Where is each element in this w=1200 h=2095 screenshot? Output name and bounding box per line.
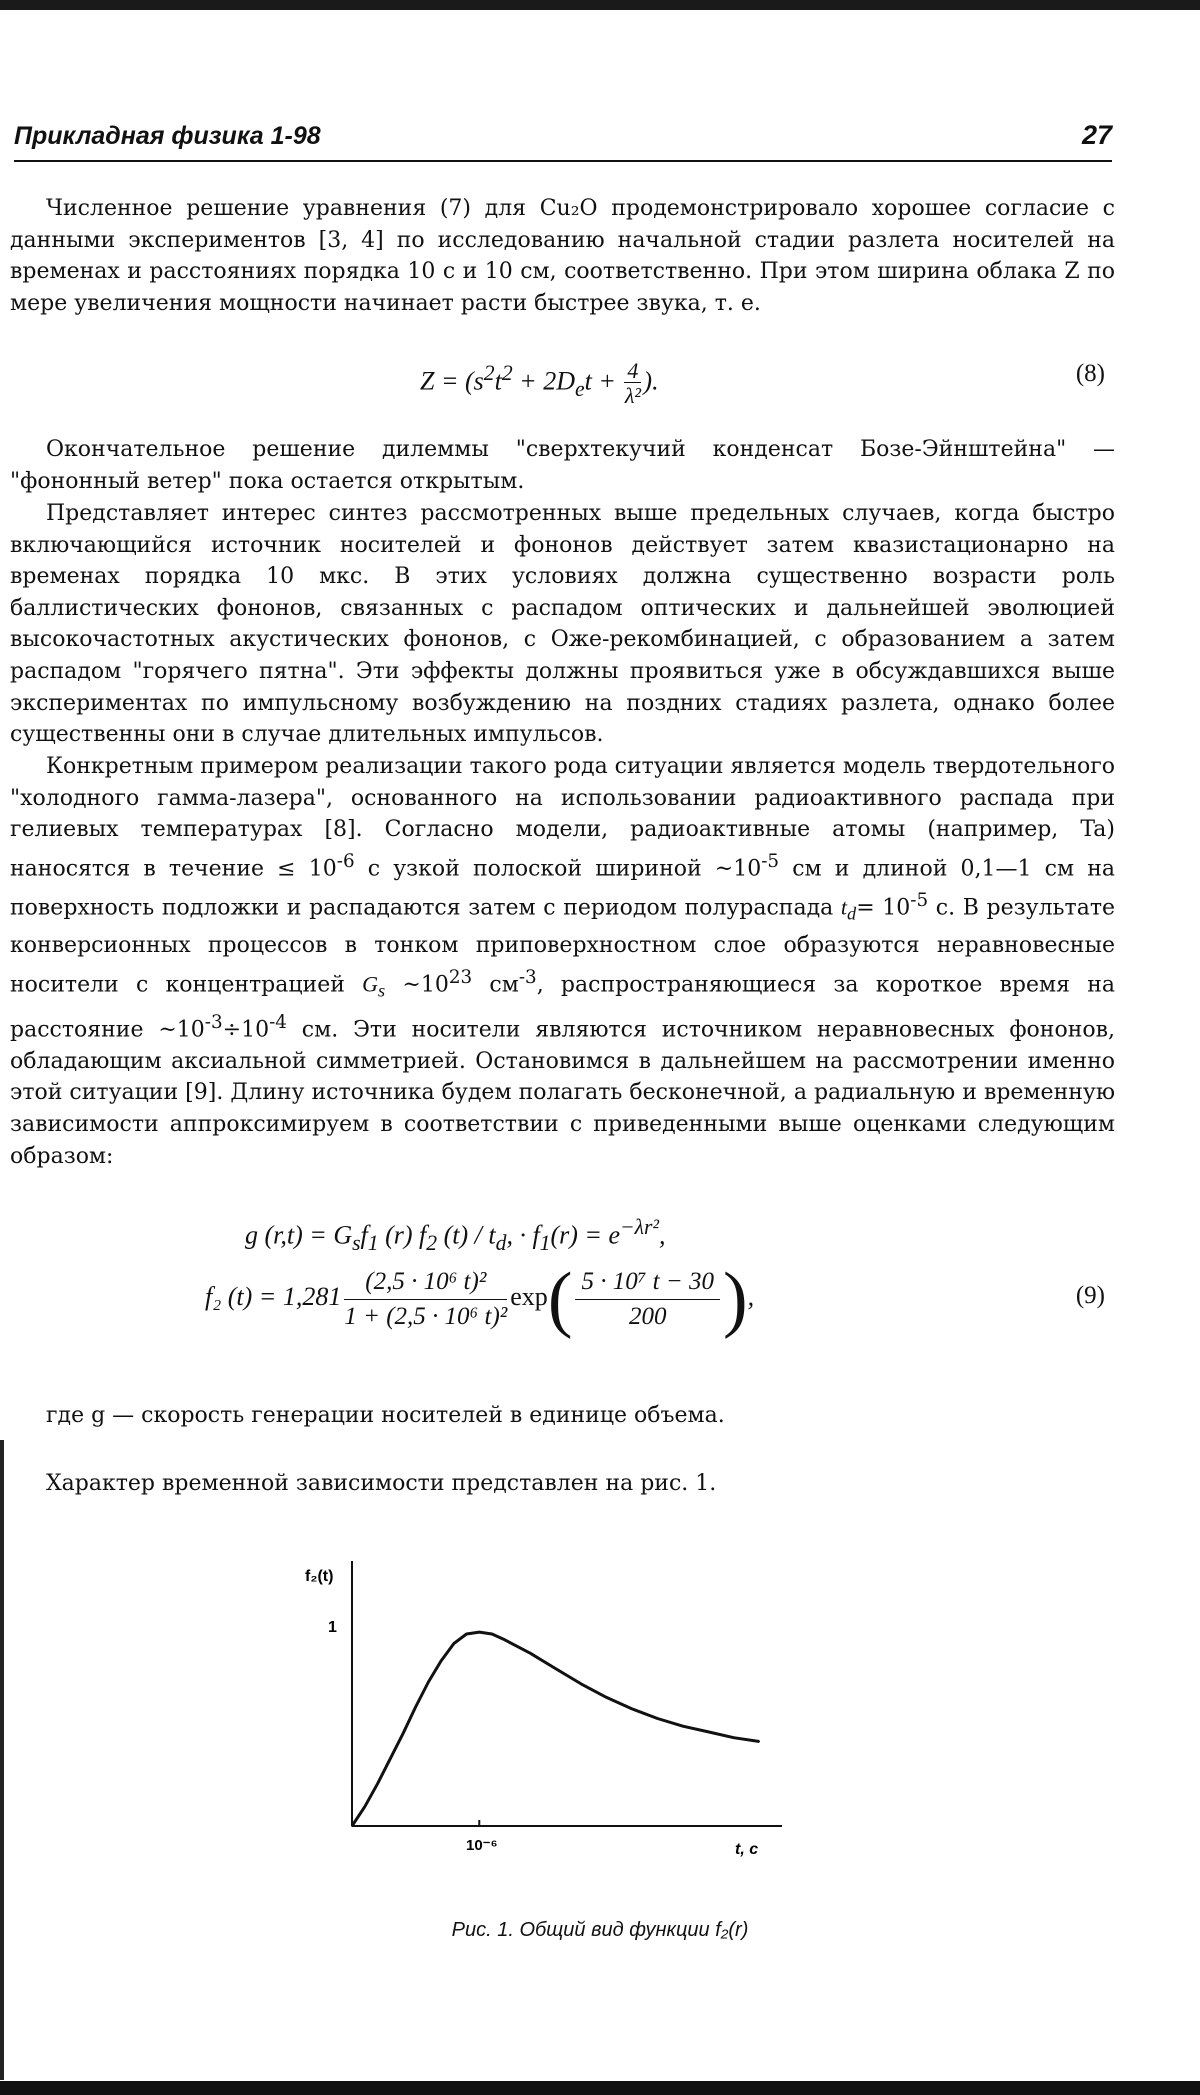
paragraph-6: Характер временной зависимости представлен на рис. 1. [46,1471,717,1496]
eq8-sup-s: 2 [483,361,495,385]
figure-1 [0,1290,1200,1970]
p4-text-a: Конкретным примером реализации такого рода ситуации является модель твердотельного "холодного гамма-лазера", основанного на использовании радиоактивного распада при гелиевых температурах [8]. Согласно модели, радиоактивные атомы (например, Ta) наносятся в течение ≤ 10 [10,754,1116,882]
eq9-g: g (r,t) = G [245,1220,353,1250]
scan-bottom-edge [0,2081,1200,2095]
data-point [529,1652,531,1654]
y-axis-label: f₂(t) [305,1568,334,1585]
eq9-td: (t) / t [437,1220,496,1250]
p4-var-g: G [362,970,379,996]
eq9-line1-end: , [658,1220,666,1250]
data-point [759,1741,761,1743]
p4-sup-d: -5 [761,850,780,872]
p4-text-c: с узкой полоской шириной ~10 [354,856,762,882]
page-number: 27 [1081,120,1112,150]
p4-text-j: с. В результате конверсионных процессов в тонком приповерхностном слое образуются неравновесные носители с концентрацией [10,895,1116,997]
eq8-lhs: Z = (s [420,366,484,396]
paragraph-5: где g — скорость генерации носителей в единице объема. [46,1403,725,1428]
equation-8-number: (8) [1075,360,1105,387]
paragraph-2: Окончательное решение дилеммы "сверхтекучий конденсат Бозе-Эйнштейна" — "фононный ветер" пока остается открытым. [10,437,1115,494]
scan-top-edge [0,0,1200,10]
data-point [351,1825,353,1827]
series-line-f2 [352,1632,759,1826]
data-point [708,1731,710,1733]
y-tick-label-1: 1 [328,1619,337,1636]
equation-9-number: (9) [1075,1282,1105,1309]
p4-sup-p: -3 [518,966,537,988]
data-point [428,1681,430,1683]
data-point [415,1706,417,1708]
eq9-paren-left: ( [547,1258,573,1340]
paragraph-1: Численное решение уравнения (7) для Cu₂O продемонстрировало хорошее согласие с данными экспериментов [3, 4] по исследованию начальной стадии разлета носителей на временах и расстояниях порядка 10 с и 10 см, соответственно. При этом ширина облака Z по мере увеличения мощности начинает расти быстрее звука, т. е. [10,196,1115,316]
p4-text-q: , распространяющиеся за короткое время на расстояние ~10 [10,971,1116,1043]
eq9-paren-right: ) [722,1258,748,1340]
p4-sup-b: -6 [336,850,355,872]
data-point [377,1783,379,1785]
data-point [555,1668,557,1670]
p4-text-o: см [472,971,519,997]
p4-sup-n: 23 [448,966,473,988]
data-point [440,1660,442,1662]
equation-9-line-1 [245,1207,665,1263]
eq8-fraction [624,360,641,407]
x-tick-label: 10⁻⁶ [466,1837,498,1854]
eq9-inner-den: 200 [628,1302,667,1330]
p4-text-s: ÷10 [222,1017,270,1043]
p4-text-h: = 10 [856,895,911,921]
p4-text-e: см и длиной 0,1—1 см на поверхность подложки и распадаются затем с периодом полураспада [10,856,1115,921]
data-point [504,1639,506,1641]
eq8-sub-e: e [575,376,585,401]
data-point [580,1683,582,1685]
running-head [14,118,1112,162]
data-point [733,1737,735,1739]
p4-sup-i: -5 [910,889,929,911]
equation-8 [420,348,659,414]
paragraph-4 [10,751,1115,1172]
data-point [402,1733,404,1735]
eq9-f: f [360,1220,368,1250]
eq9-r: (r) f [378,1220,427,1250]
eq9-f2-lhs: f₂ (t) = 1,281 [205,1281,342,1311]
figure-caption: Рис. 1. Общий вид функции f₂(r) [451,1919,749,1941]
data-point [466,1633,468,1635]
chart-marks [351,1631,760,1827]
eq9-exp: −λr² [620,1215,659,1239]
p4-text-m: ~10 [385,971,449,997]
p4-sup-t: -4 [269,1011,287,1033]
journal-title: Прикладная физика 1-98 [14,122,321,150]
chart-axes [352,1561,782,1826]
data-point [631,1708,633,1710]
data-point [453,1643,455,1645]
eq8-tail: t + [584,366,623,396]
eq9-sub-1: 1 [367,1230,379,1255]
eq8-frac-den: λ² [624,383,641,409]
p4-sub-d: d [847,903,857,924]
data-point [479,1631,481,1633]
eq8-end: ). [643,366,659,396]
data-point [491,1633,493,1635]
data-point [682,1725,684,1727]
p4-text-u: см. Эти носители являются источником неравновесных фононов, обладающим аксиальной симметрией. Остановимся в дальнейшем на рассмотрении именно этой ситуации [9]. Длину источника будем полагать бесконечной, а радиальную и временную зависимости аппроксимируем в соответствии с приведенными выше оценками следующим образом: [10,1017,1115,1169]
data-point [606,1697,608,1699]
figure-1-chart [0,1290,1200,1970]
p4-sub-s: s [378,980,386,1001]
eq8-frac-num: 4 [624,360,641,383]
eq9-sub-d: d [495,1230,507,1255]
eq8-mid: + 2D [512,366,575,396]
eq9-frac-den: 1 + (2,5 · 10⁶ t)² [344,1302,508,1330]
eq9-frac-num: (2,5 · 10⁶ t)² [344,1265,507,1300]
eq9-sub-2: 2 [426,1230,438,1255]
p4-sup-r: -3 [204,1011,223,1033]
eq9-sub-1b: 1 [539,1230,551,1255]
paragraph-3: Представляет интерес синтез рассмотренных выше предельных случаев, когда быстро включающийся источник носителей и фононов действует затем квазистационарно на временах порядка 10 мкс. В этих условиях должна существенно возрасти роль баллистических фононов, связанных с распадом оптических и дальнейшей эволюцией высокочастотных акустических фононов, с Оже-рекомбинацией, с образованием а затем распадом "горячего пятна". Эти эффекты должны проявиться уже в обсуждавшихся выше экспериментах по импульсному возбуждению на поздних стадиях разлета, однако более существенны они в случае длительных импульсов. [10,501,1115,748]
eq9-f1: , · f [506,1220,540,1250]
eq8-t: t [494,366,502,396]
eq9-exp-base: (r) = e [550,1220,621,1250]
p4-var-t: t [840,894,848,920]
x-axis-label: t, c [735,1841,759,1858]
eq9-line2-end: , [747,1281,755,1311]
data-point [389,1758,391,1760]
eq9-inner-num: 5 · 10⁷ t − 30 [575,1265,720,1300]
data-point [364,1806,366,1808]
eq9-sub-s: s [352,1230,361,1255]
eq9-exp-word: exp [510,1281,548,1311]
data-point [657,1718,659,1720]
eq8-sup-t: 2 [501,361,513,385]
